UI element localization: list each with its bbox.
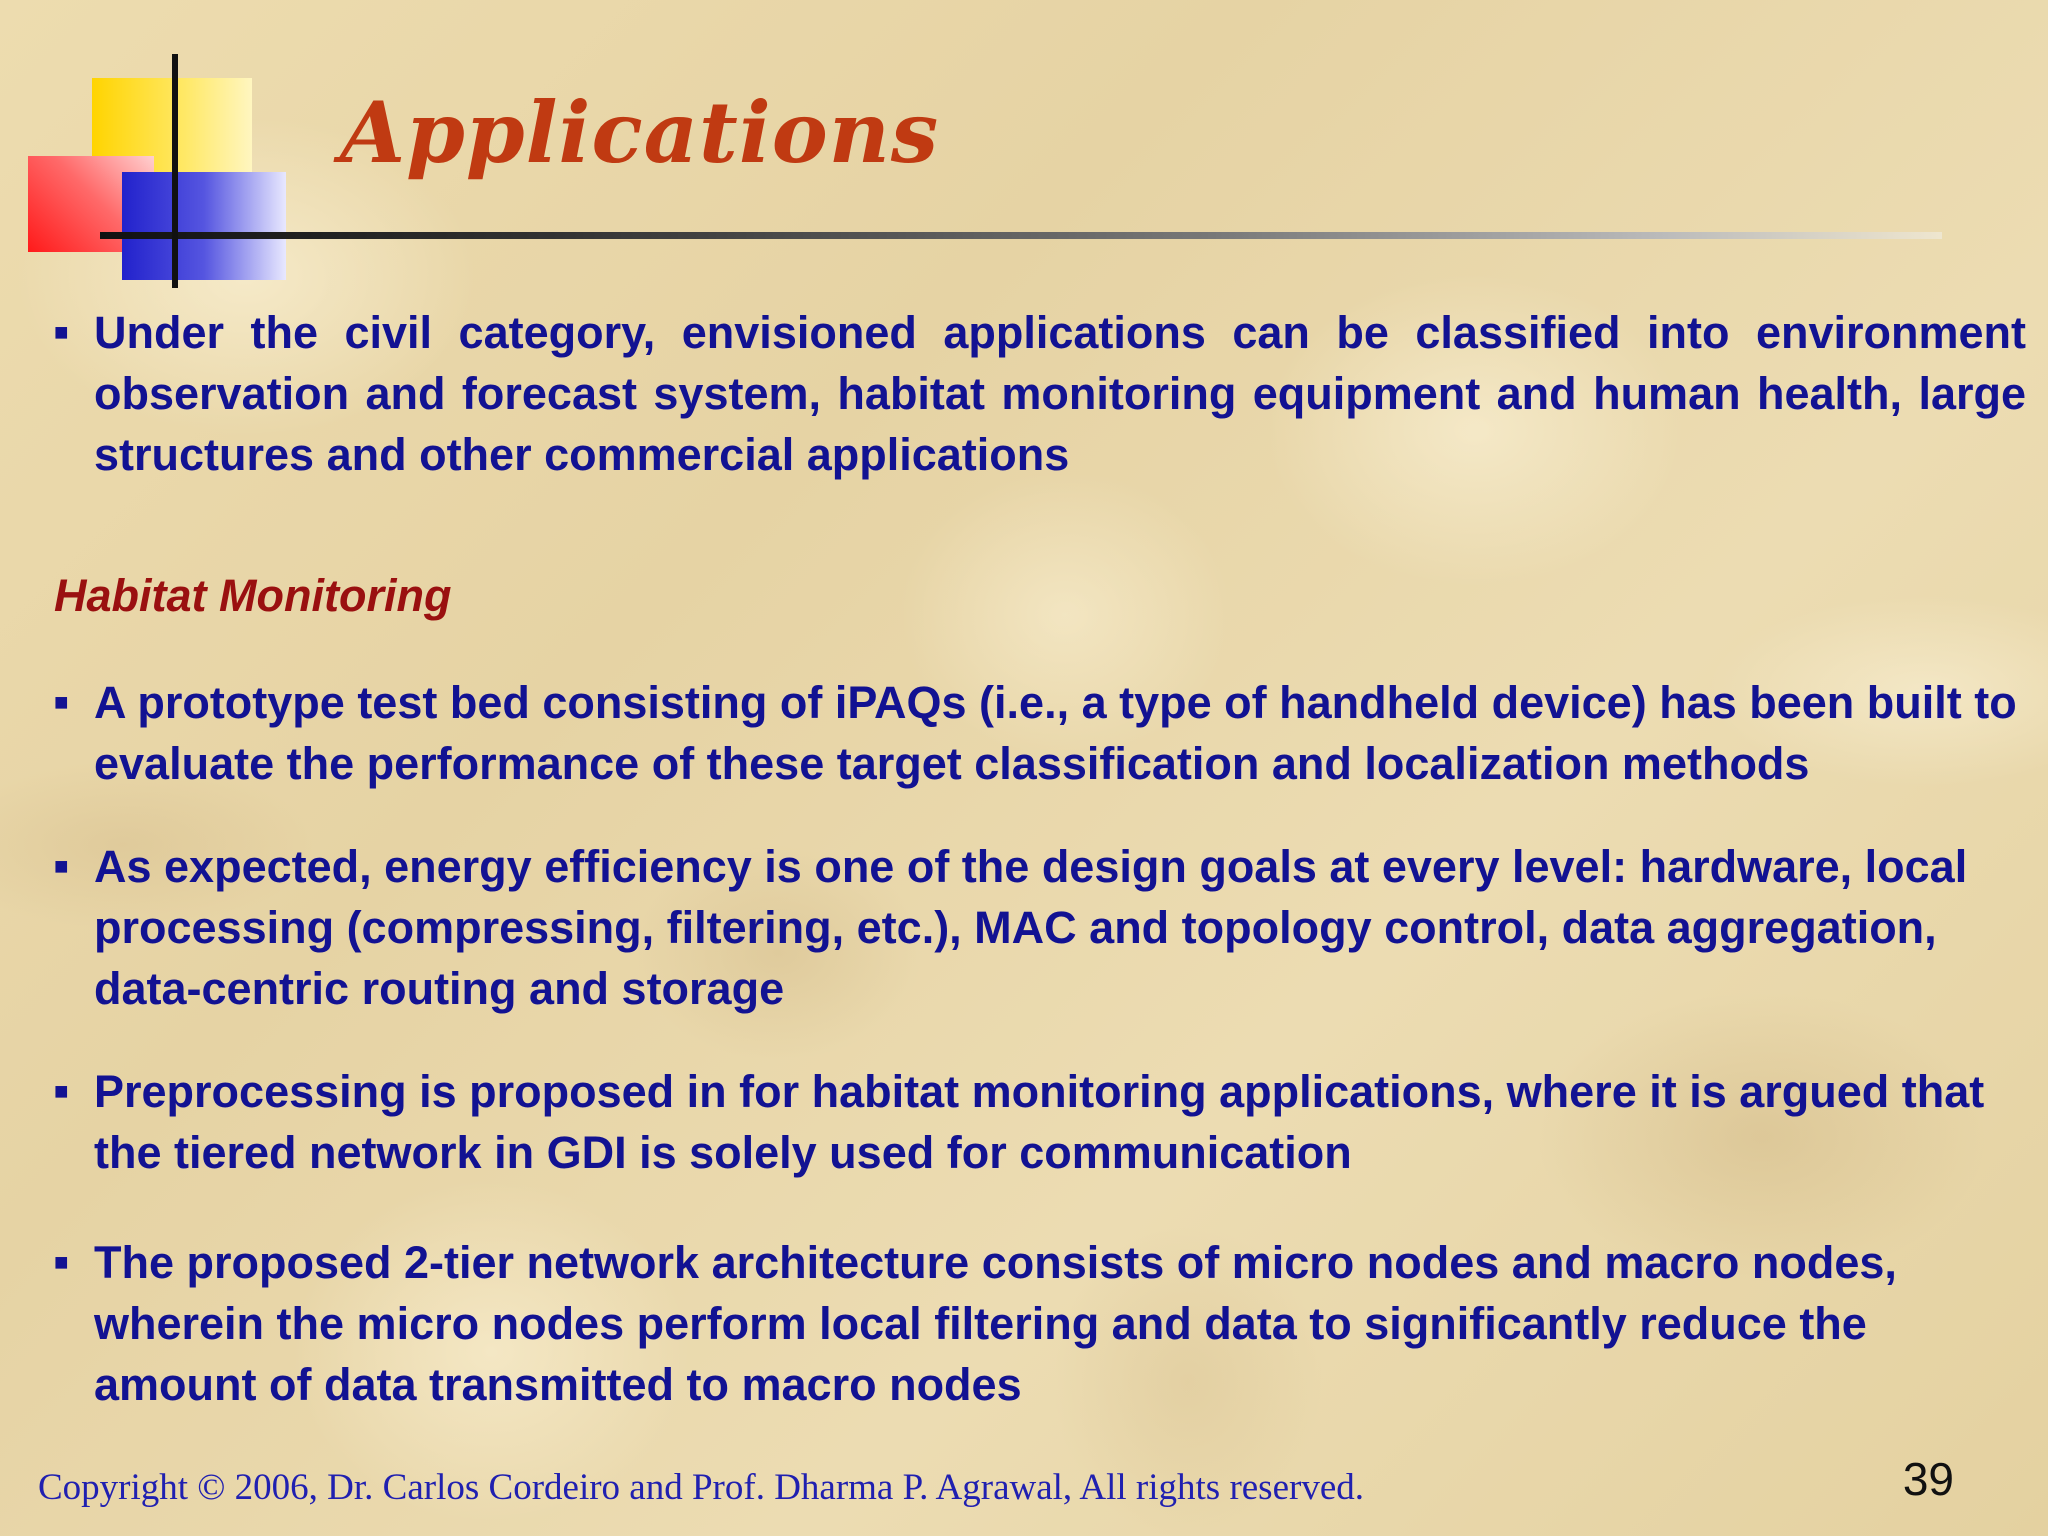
blue-square	[122, 172, 286, 280]
title-underline	[100, 232, 1942, 239]
bullet-item	[54, 1232, 2026, 1415]
bullet-text: Preprocessing is proposed in for habitat monitoring applications, where it is argued that the tiered network in GDI is solely used for communication	[94, 1066, 1985, 1178]
vertical-accent-line	[172, 54, 178, 288]
bullet-text: Under the civil category, envisioned applications can be classified into environment observation and forecast system, habitat monitoring equipment and human health, large structures and other commercial applications	[94, 307, 2026, 480]
bullet-item	[54, 836, 2026, 1019]
page-number: 39	[1902, 1453, 1954, 1505]
bullet-marker: ■	[54, 689, 69, 716]
slide-body	[54, 302, 2026, 1415]
bullet-marker: ■	[54, 319, 69, 346]
bullet-text: A prototype test bed consisting of iPAQs (i.e., a type of handheld device) has been built to evaluate the performance of these target classification and localization methods	[94, 677, 2017, 789]
slide-title: Applications	[340, 83, 940, 182]
section-subheading: Habitat Monitoring	[54, 570, 452, 621]
bullet-marker: ■	[54, 1078, 69, 1105]
bullet-item	[54, 1061, 2026, 1183]
bullet-item	[54, 302, 2026, 485]
copyright-footer: Copyright © 2006, Dr. Carlos Cordeiro and Prof. Dharma P. Agrawal, All rights reserved.	[38, 1467, 1365, 1508]
bullet-marker: ■	[54, 1249, 69, 1276]
decorative-logo-squares	[0, 0, 300, 300]
bullet-text: The proposed 2-tier network architecture consists of micro nodes and macro nodes, wherein the micro nodes perform local filtering and data to significantly reduce the amount of data transmitted to macro nodes	[94, 1237, 1897, 1410]
bullet-text: As expected, energy efficiency is one of the design goals at every level: hardware, local processing (compressing, filtering, etc.), MAC and topology control, data aggregation, data-centric routing and storage	[94, 841, 1968, 1014]
bullet-marker: ■	[54, 853, 69, 880]
bullet-item	[54, 672, 2026, 794]
